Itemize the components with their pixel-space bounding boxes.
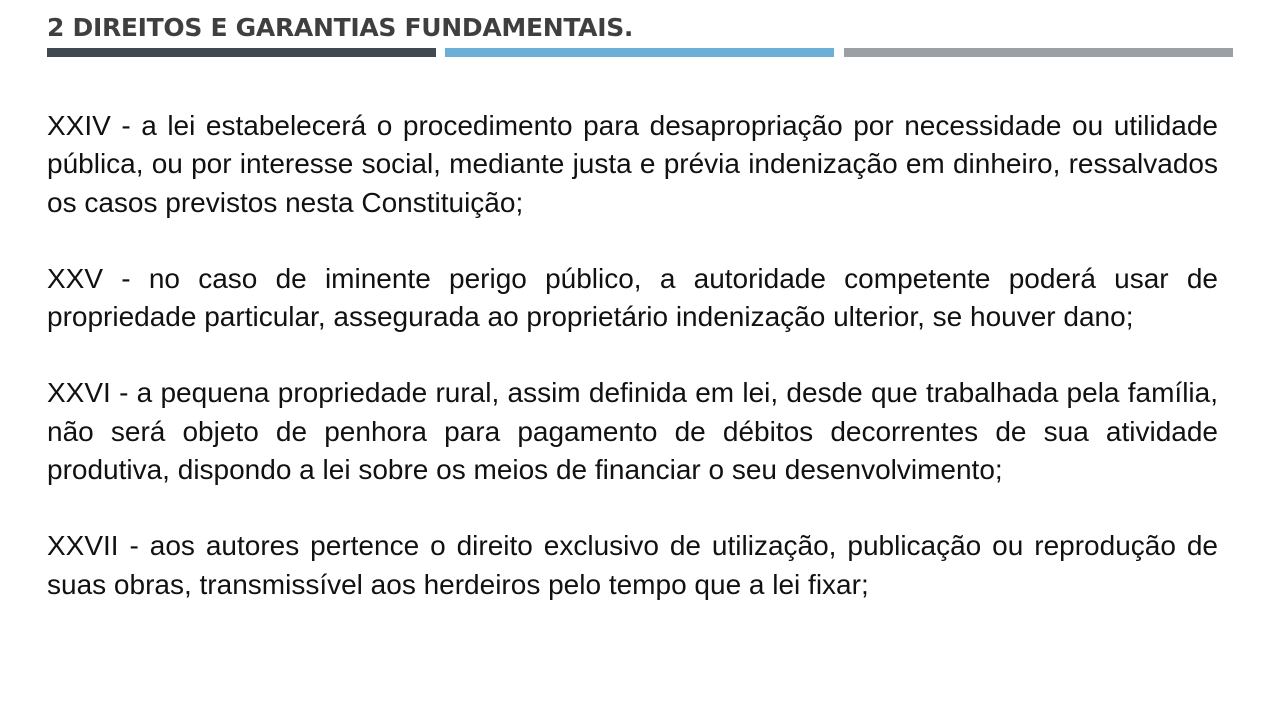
slide-title: 2 DIREITOS E GARANTIAS FUNDAMENTAIS. (47, 13, 634, 42)
title-underline-bar-gray (844, 48, 1233, 57)
slide-body (47, 107, 1218, 642)
title-underline-bar-dark (47, 48, 436, 57)
paragraph-xxvii: XXVII - aos autores pertence o direito exclusivo de utilização, publicação ou reprodução de suas obras, transmissível aos herdeiros pelo tempo que a lei fixar; (47, 530, 1218, 600)
title-underline-bar-blue (445, 48, 834, 57)
paragraph-xxvi: XXVI - a pequena propriedade rural, assim definida em lei, desde que trabalhada pela família, não será objeto de penhora para pagamento de débitos decorrentes de sua atividade produtiva, dispondo a lei sobre os meios de financiar o seu desenvolvimento; (47, 377, 1218, 486)
paragraph-xxv: XXV - no caso de iminente perigo público, a autoridade competente poderá usar de propriedade particular, assegurada ao proprietário indenização ulterior, se houver dano; (47, 262, 1218, 333)
paragraph-xxiv: XXIV - a lei estabelecerá o procedimento para desapropriação por necessidade ou utilidade pública, ou por interesse social, mediante justa e prévia indenização em dinheiro, ressalvados os casos previstos nesta Constituição; (47, 110, 1218, 218)
